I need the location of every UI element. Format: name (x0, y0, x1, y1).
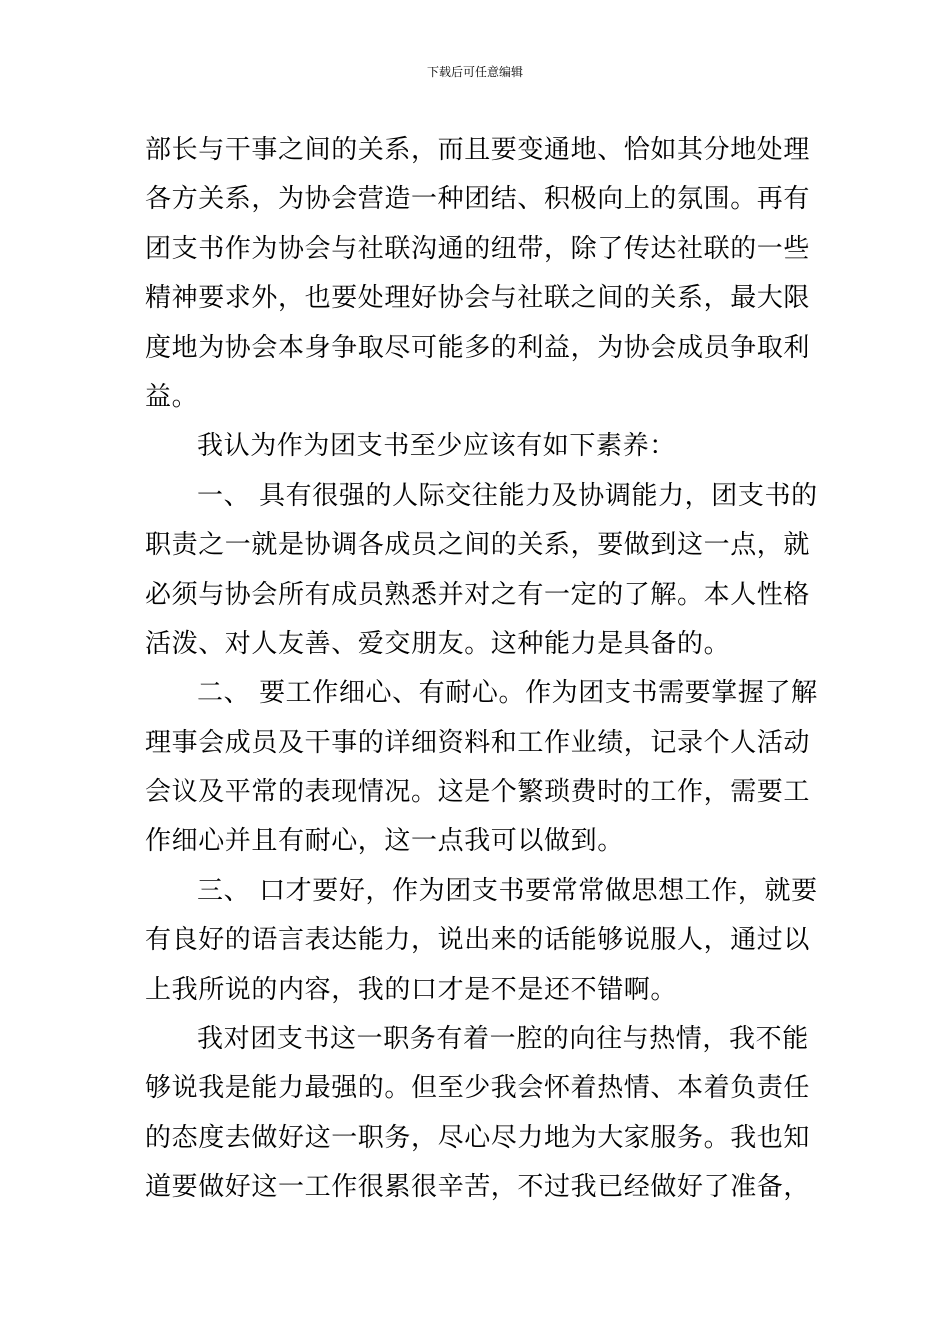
document-body (145, 126, 818, 1213)
text-line: 活泼、对人友善、爱交朋友。这种能力是具备的。 (145, 628, 731, 659)
text-line: 部长与干事之间的关系，而且要变通地、恰如其分地处理 (145, 135, 811, 165)
text-line: 益。 (145, 381, 199, 412)
text-line: 精神要求外，也要处理好协会与社联之间的关系，最大限 (145, 283, 811, 314)
text-line: 会议及平常的表现情况。这是个繁琐费时的工作，需要工 (145, 777, 811, 808)
text-line: 道要做好这一工作很累很辛苦，不过我已经做好了准备， (145, 1172, 811, 1203)
text-line: 各方关系，为协会营造一种团结、积极向上的氛围。再有 (145, 184, 811, 215)
text-line: 二、 要工作细心、有耐心。作为团支书需要掌握了解 (197, 678, 818, 709)
text-line: 的态度去做好这一职务，尽心尽力地为大家服务。我也知 (145, 1122, 811, 1153)
text-line: 上我所说的内容，我的口才是不是还不错啊。 (145, 974, 678, 1005)
text-line: 度地为协会本身争取尽可能多的利益，为协会成员争取利 (145, 332, 811, 363)
text-line: 够说我是能力最强的。但至少我会怀着热情、本着负责任 (145, 1073, 811, 1104)
text-line: 团支书作为协会与社联沟通的纽带，除了传达社联的一些 (145, 233, 811, 264)
text-line: 我对团支书这一职务有着一腔的向往与热情，我不能 (197, 1024, 809, 1055)
text-line: 我认为作为团支书至少应该有如下素养： (197, 431, 676, 462)
text-line: 有良好的语言表达能力，说出来的话能够说服人，通过以 (145, 925, 811, 956)
text-line: 必须与协会所有成员熟悉并对之有一定的了解。本人性格 (145, 579, 811, 610)
text-line: 一、 具有很强的人际交往能力及协调能力，团支书的 (197, 480, 818, 511)
page-header-note: 下载后可任意编辑 (426, 65, 523, 79)
text-line: 作细心并且有耐心，这一点我可以做到。 (145, 826, 624, 857)
text-line: 三、 口才要好，作为团支书要常常做思想工作，就要 (197, 875, 818, 906)
text-line: 职责之一就是协调各成员之间的关系，要做到这一点，就 (145, 530, 811, 561)
text-line: 理事会成员及干事的详细资料和工作业绩，记录个人活动 (145, 727, 811, 758)
